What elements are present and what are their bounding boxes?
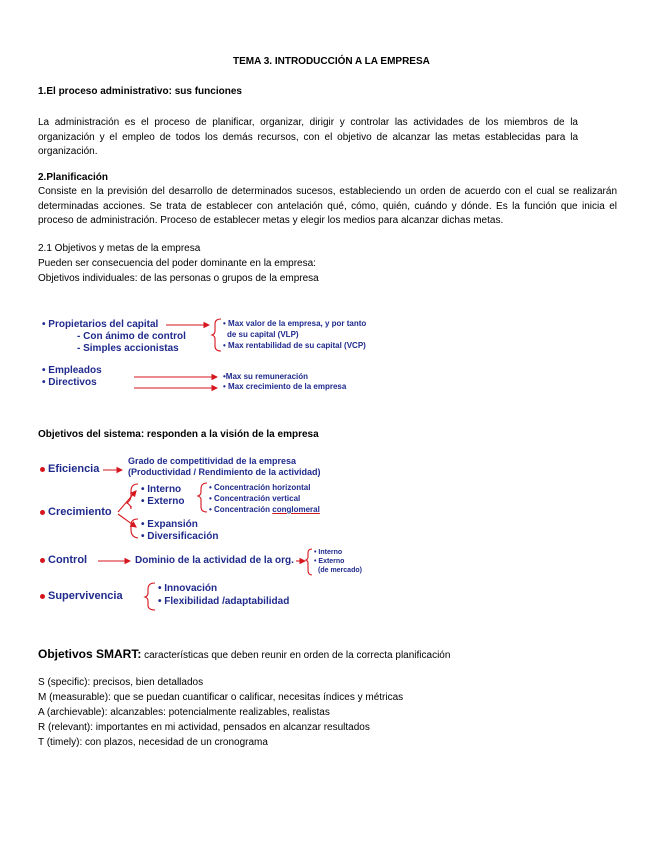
smart-heading: Objetivos SMART: <box>38 647 142 661</box>
control-label: Control <box>48 554 88 566</box>
section-2-1-line-1: Pueden ser consecuencia del poder dominante en la empresa: <box>38 258 316 269</box>
survival-flexibility: • Flexibilidad /adaptabilidad <box>158 596 290 607</box>
growth-top-brace <box>127 484 138 509</box>
growth-internal: • Interno <box>141 484 182 495</box>
control-internal: • Interno <box>314 549 343 556</box>
owners-goal-2: • Max rentabilidad de su capital (VCP) <box>223 341 366 350</box>
owners-goal-1b: de su capital (VLP) <box>227 330 299 339</box>
smart-intro: características que deben reunir en orden de la correcta planificación <box>141 650 451 661</box>
control-desc: Dominio de la actividad de la org. <box>135 555 294 566</box>
smart-item-t: T (timely): con plazos, necesidad de un cronograma <box>38 737 268 748</box>
efficiency-label: Eficiencia <box>48 463 100 475</box>
efficiency-desc-2: (Productividad / Rendimiento de la actividad) <box>128 467 321 477</box>
section-1-heading: 1.El proceso administrativo: sus funciones <box>38 86 242 97</box>
concentration-horizontal: • Concentración horizontal <box>209 483 311 492</box>
smart-item-a: A (archievable): alcanzables: potencialmente realizables, realistas <box>38 707 330 718</box>
growth-bottom-brace <box>131 519 138 538</box>
system-objectives-heading: Objetivos del sistema: responden a la visión de la empresa <box>38 429 319 440</box>
section-2-1-heading: 2.1 Objetivos y metas de la empresa <box>38 243 201 254</box>
smart-item-r: R (relevant): importantes en mi actividad, pensados en alcanzar resultados <box>38 722 370 733</box>
concentration-vertical: • Concentración vertical <box>209 494 301 503</box>
owners-control-label: - Con ánimo de control <box>77 331 186 342</box>
owners-brace <box>212 319 221 351</box>
growth-diversification: • Diversificación <box>141 531 219 542</box>
owners-shareholders-label: - Simples accionistas <box>77 343 179 354</box>
owners-label: • Propietarios del capital <box>42 319 159 330</box>
concentration-conglomeral-prefix: • Concentración <box>209 505 273 514</box>
control-external: • Externo <box>314 558 345 565</box>
directors-label: • Directivos <box>42 377 97 388</box>
owners-goal-1a: • Max valor de la empresa, y por tanto <box>223 319 367 328</box>
smart-item-s: S (specific): precisos, bien detallados <box>38 677 204 688</box>
conglomeral-word: conglomeral <box>272 505 320 514</box>
section-2-1-line-2: Objetivos individuales: de las personas o grupos de la empresa <box>38 273 319 284</box>
growth-arrow-up <box>118 491 136 512</box>
growth-label: Crecimiento <box>48 506 112 518</box>
section-2-heading: 2.Planificación <box>38 172 109 183</box>
efficiency-desc-1: Grado de competitividad de la empresa <box>128 456 297 466</box>
growth-expansion: • Expansión <box>141 519 198 530</box>
directors-goal: • Max crecimiento de la empresa <box>223 382 347 391</box>
growth-external: • Externo <box>141 496 185 507</box>
control-market: (de mercado) <box>318 567 362 574</box>
employees-label: • Empleados <box>42 365 102 376</box>
concentration-brace <box>198 483 207 512</box>
survival-innovation: • Innovación <box>158 583 218 594</box>
smart-item-m: M (measurable): que se puedan cuantificar o calificar, necesitas índices y métricas <box>38 692 404 703</box>
section-2-paragraph: Consiste en la previsión del desarrollo de determinados sucesos, estableciendo un orden de acuerdo con el cual se realizarán determinadas acciones. Se trata de establecer con antelación qué, cómo, quién, cuándo y dónde. Es la función que inicia el proceso de administración. Proceso de establecer metas y elegir los medios para alcanzar dichas metas. <box>38 186 617 226</box>
survival-label: Supervivencia <box>48 590 123 602</box>
page-title: TEMA 3. INTRODUCCIÓN A LA EMPRESA <box>233 56 430 67</box>
survival-brace <box>145 583 155 610</box>
smart-heading-line <box>38 648 450 662</box>
control-brace <box>306 549 312 575</box>
employees-goal: •Max su remuneración <box>223 372 309 381</box>
section-1-paragraph: La administración es el proceso de planificar, organizar, dirigir y controlar las actividades de los miembros de la organización y el empleo de todos los demás recursos, con el objetivo de alcanzar las metas establecidas para la organización. <box>38 117 578 157</box>
